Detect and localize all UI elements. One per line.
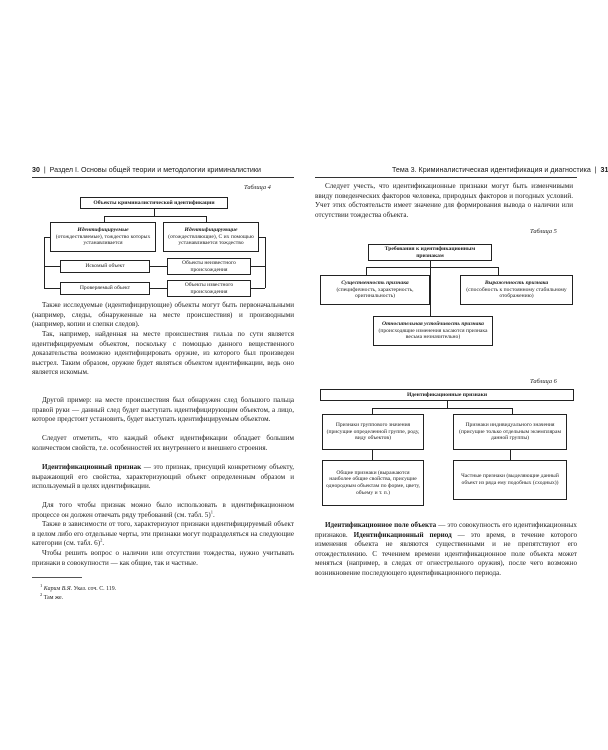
left-para-last: Чтобы решить вопрос о наличии или отсутствии тождества, нужно учитывать признаки в совокупности — как общие, так и частные. xyxy=(32,549,294,567)
t6-line xyxy=(372,450,373,460)
left-para-3: Другой пример: на месте происшествия был обнаружен след большого пальца правой руки — данный след будет выступать идентифицирующим объектом, а лицо, которое предстоит установить, будет выступать идентифицируемым объектом. xyxy=(32,396,294,423)
t5-significance-title: Существенность признака xyxy=(341,280,409,287)
footnote-ref-2: 2 xyxy=(100,537,103,543)
footnote-ref-1: 1 xyxy=(210,509,213,515)
right-def-term-1: Идентификационное поле объекта xyxy=(325,521,437,529)
t5-stability-body: (происходящие изменения касаются признака весьма незначительно) xyxy=(378,327,488,341)
t5-stability-box xyxy=(373,316,493,346)
left-para-fn1 xyxy=(32,501,294,520)
t4-sought-object-box: Искомый объект xyxy=(60,260,150,273)
left-para-fn2-end: . xyxy=(102,539,105,547)
t5-significance-box xyxy=(320,275,430,305)
t5-expressiveness-body: (способность к постоянному стабильному отображению) xyxy=(466,286,567,300)
t5-expressiveness-title: Выраженность признака xyxy=(484,280,549,287)
t5-line xyxy=(498,267,499,275)
left-running-head: 30 | Раздел I. Основы общей теории и методологии криминалистики xyxy=(32,166,261,174)
t4-identifying-title: Идентифицирующие xyxy=(184,227,238,234)
left-def-term: Идентификационный признак xyxy=(42,463,142,471)
t4-line xyxy=(150,288,167,289)
t4-identifying-body: (отождествляющие), С их помощью устанавливается тождество xyxy=(168,233,254,247)
t4-line xyxy=(104,216,206,217)
footnote-1 xyxy=(40,585,290,593)
right-def-rest-1: — это совокупность его идентификационных признаков. xyxy=(315,521,577,539)
t6-line xyxy=(447,401,448,408)
t4-line xyxy=(44,237,45,288)
right-def-rest-2: — это время, в течение которого изменения объекта не являются существенными и не препятствуют его отождествлению. С течением времени идентификационное поле объекта может меняться (например, в следах от огнестрельного оружия), после чего возможно возникновение последующего идентификационного периода. xyxy=(315,530,577,577)
left-running-head-text: Раздел I. Основы общей теории и методологии криминалистики xyxy=(49,166,261,174)
t6-individual-features-box: Признаки индивидуального значения (присущие только отдельным экземплярам данной группы) xyxy=(453,414,567,450)
t4-line xyxy=(251,266,265,267)
left-header-rule xyxy=(32,177,294,178)
left-para-2: Так, например, найденная на месте происшествия гильза по сути является идентифицируемым объектом, поскольку с помощью данного вещественного доказательства возможно идентифицировать оружие, из которого был произведен выстрел. Таким образом, оружие будет являться объектом идентификации, ведь оно является искомым. xyxy=(32,330,294,376)
right-running-head: Тема 3. Криминалистическая идентификация и диагностика | 31 xyxy=(392,166,608,174)
left-para-fn1-end: . xyxy=(212,510,215,519)
t4-line xyxy=(265,237,266,288)
t5-significance-body: (специфичность, характерность, оригинальность) xyxy=(336,286,414,300)
t5-line xyxy=(430,261,431,316)
right-intro-para: Следует учесть, что идентификационные признаки могут быть изменчивыми ввиду поведенческих факторов человека, природных факторов и погодных условий. Учет этих обстоятельств имеет значение для формирования вывода о наличии или отсутствии тождества объекта. xyxy=(315,182,573,219)
t6-line xyxy=(372,408,512,409)
left-page-number: 30 xyxy=(32,166,40,174)
left-para-1: Также исследуемые (идентифицирующие) объекты могут быть первоначальными (например, следы, обнаруженные на месте происшествия) и производными (например, копии и слепки следов). xyxy=(32,301,294,328)
t6-group-features-box: Признаки группового значения (присущие определенной группе, роду, виду объектов) xyxy=(322,414,424,450)
footnote-rule xyxy=(32,577,82,578)
left-para-fn2 xyxy=(32,520,294,549)
footnote-2-text: Там же. xyxy=(43,595,64,601)
left-para-fn1-text: Для того чтобы признак можно было использовать в идентификационном процессе он должен отвечать ряду требований (см. табл. 5) xyxy=(32,501,294,519)
t4-checked-object-box: Проверяемый объект xyxy=(60,282,150,295)
left-definition-para xyxy=(32,463,294,492)
footnote-1-author: Карим В.Я. xyxy=(43,586,73,592)
t5-line xyxy=(366,267,498,268)
t5-top-box: Требования к идентификационным признакам xyxy=(368,244,492,261)
t5-stability-title: Относительная устойчивость признака xyxy=(382,321,484,328)
right-definition-para xyxy=(315,521,577,578)
left-para-fn2-text: Также в зависимости от того, характеризуют признаки идентифицируемый объект в целом либо его отдельные черты, эти признаки могут подразделяться на следующие категории (см. табл. 6) xyxy=(32,520,294,547)
t4-top-box: Объекты криминалистической идентификации xyxy=(80,197,228,209)
t6-general-features-box: Общие признаки (выражаются наиболее общие свойства, присущие однородным объектам по форме, цвету, объему и т. п.) xyxy=(322,460,424,506)
t5-line xyxy=(366,267,367,275)
right-running-head-text: Тема 3. Криминалистическая идентификация и диагностика xyxy=(392,166,591,174)
t6-top-box: Идентификационные признаки xyxy=(320,389,574,401)
t4-identifiable-box xyxy=(50,222,156,252)
t4-identifying-box xyxy=(163,222,259,252)
t4-identifiable-body: (отождествляемые), тождество которых устанавливается xyxy=(55,233,151,247)
footnote-2-mark: 2 xyxy=(40,592,43,598)
footnote-1-mark: 1 xyxy=(40,583,43,589)
left-para-4: Следует отметить, что каждый объект идентификации обладает большим количеством свойств, т.е. особенностей их внутреннего и внешнего строения. xyxy=(32,434,294,452)
t4-unknown-origin-box: Объекты неизвестного происхождения xyxy=(167,258,251,275)
t5-expressiveness-box xyxy=(460,275,573,305)
footnote-2 xyxy=(40,594,290,602)
table5-label: Таблица 5 xyxy=(530,228,557,235)
t4-line xyxy=(44,288,60,289)
table4-label: Таблица 4 xyxy=(244,184,271,191)
right-def-term-2: Идентификационный период xyxy=(353,530,452,539)
t4-line xyxy=(251,288,265,289)
t6-particular-features-box: Частные признаки (выделяющие данный объект из ряда ему подобных (сходных)) xyxy=(453,460,567,500)
left-def-rest: — это признак, присущий конкретному объекту, выражающий его свойства, характеризующий объект определенным образом и используемый в целях идентификации. xyxy=(32,463,294,490)
right-page-number: 31 xyxy=(600,166,608,174)
t4-line xyxy=(44,266,60,267)
footnote-1-rest: Указ. соч. С. 119. xyxy=(72,586,117,592)
t4-line xyxy=(150,266,167,267)
t4-known-origin-box: Объекты известного происхождения xyxy=(167,280,251,297)
t4-line xyxy=(154,209,155,216)
table6-label: Таблица 6 xyxy=(530,378,557,385)
t6-line xyxy=(510,450,511,460)
t4-identifiable-title: Идентифицируемые xyxy=(77,227,129,234)
right-header-rule xyxy=(315,177,577,178)
